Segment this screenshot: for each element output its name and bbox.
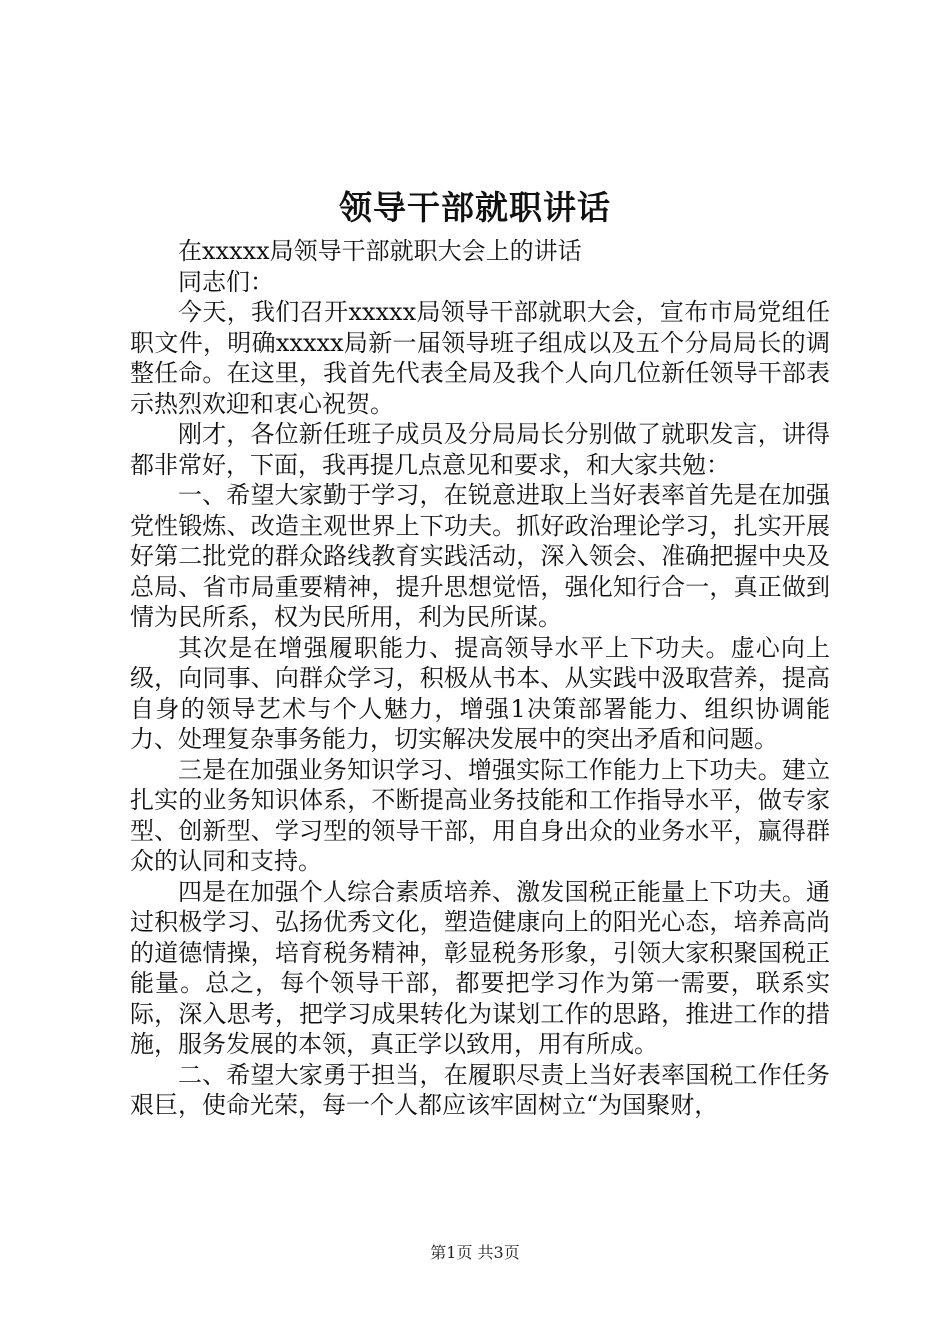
paragraph: 今天，我们召开xxxxx局领导干部就职大会，宣布市局党组任职文件，明确xxxxx局新一届领导班子组成以及五个分局局长的调整任命。在这里，我首先代表全局及我个人向几位新任领导干部表示热烈欢迎和衷心祝贺。: [130, 298, 830, 418]
paragraph: 三是在加强业务知识学习、增强实际工作能力上下功夫。建立扎实的业务知识体系，不断提高业务技能和工作指导水平，做专家型、创新型、学习型的领导干部，用自身出众的业务水平，赢得群众的认同和支持。: [130, 755, 830, 875]
salutation: 同志们：: [178, 267, 274, 296]
document-body: [130, 236, 830, 1121]
speech-heading: 在xxxxx局领导干部就职大会上的讲话: [178, 237, 582, 265]
paragraph: 二、希望大家勇于担当，在履职尽责上当好表率国税工作任务艰巨，使命光荣，每一个人都应该牢固树立“为国聚财，: [130, 1060, 830, 1119]
paragraph: 一、希望大家勤于学习，在锐意进取上当好表率首先是在加强党性锻炼、改造主观世界上下功夫。抓好政治理论学习，扎实开展好第二批党的群众路线教育实践活动，深入领会、准确把握中央及总局、省市局重要精神，提升思想觉悟，强化知行合一，真正做到情为民所系，权为民所用，利为民所谋。: [130, 481, 830, 631]
paragraph: 刚才，各位新任班子成员及分局局长分别做了就职发言，讲得都非常好，下面，我再提几点意见和要求，和大家共勉：: [130, 420, 830, 479]
paragraph: 其次是在增强履职能力、提高领导水平上下功夫。虚心向上级，向同事、向群众学习，积极从书本、从实践中汲取营养，提高自身的领导艺术与个人魅力，增强1决策部署能力、组织协调能力、处理复杂事务能力，切实解决发展中的突出矛盾和问题。: [130, 633, 830, 753]
page-footer: 第1页 共3页: [430, 1243, 520, 1262]
paragraph: 四是在加强个人综合素质培养、激发国税正能量上下功夫。通过积极学习、弘扬优秀文化，塑造健康向上的阳光心态，培养高尚的道德情操，培育税务精神，彰显税务形象，引领大家积聚国税正能量。总之，每个领导干部，都要把学习作为第一需要，联系实际，深入思考，把学习成果转化为谋划工作的思路，推进工作的措施，服务发展的本领，真正学以致用，用有所成。: [130, 877, 830, 1058]
document-title: 领导干部就职讲话: [339, 188, 611, 227]
